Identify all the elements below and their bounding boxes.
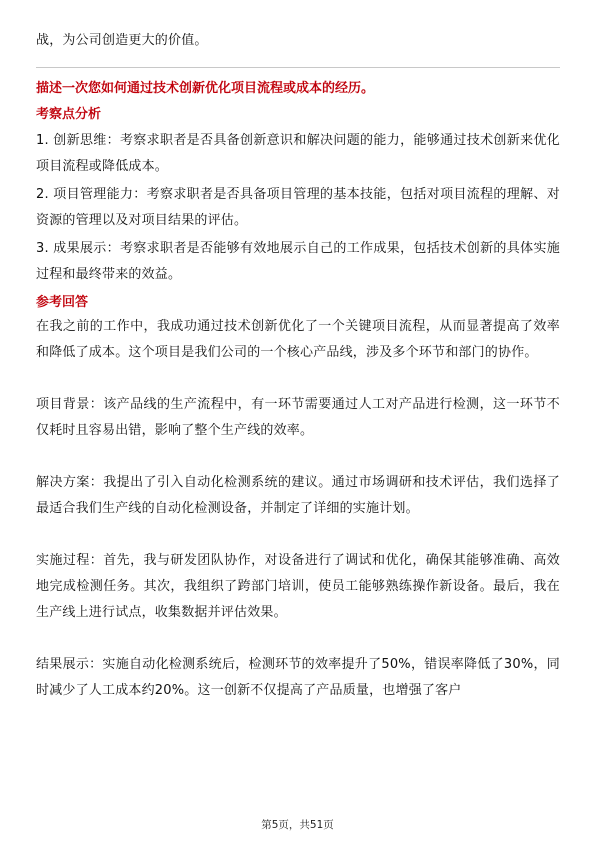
- analysis-point: 3. 成果展示：考察求职者是否能够有效地展示自己的工作成果，包括技术创新的具体实施过程和最终带来的效益。: [36, 241, 560, 282]
- paragraph-gap: [36, 366, 560, 392]
- section-divider: [36, 67, 560, 68]
- page-footer: [0, 817, 595, 832]
- answer-heading: 参考回答: [36, 295, 89, 310]
- paragraph-gap: [36, 626, 560, 652]
- document-page: [36, 30, 560, 704]
- answer-paragraph: 项目背景：该产品线的生产流程中，有一环节需要通过人工对产品进行检测，这一环节不仅耗时且容易出错，影响了整个生产线的效率。: [36, 397, 560, 438]
- answer-paragraph: 解决方案：我提出了引入自动化检测系统的建议。通过市场调研和技术评估，我们选择了最适合我们生产线的自动化检测设备，并制定了详细的实施计划。: [36, 475, 560, 516]
- question-title: 描述一次您如何通过技术创新优化项目流程或成本的经历。: [36, 81, 375, 96]
- paragraph-gap: [36, 444, 560, 470]
- analysis-point: 1. 创新思维：考察求职者是否具备创新意识和解决问题的能力，能够通过技术创新来优化项目流程或降低成本。: [36, 133, 560, 174]
- analysis-heading: 考察点分析: [36, 107, 102, 122]
- answer-paragraph: 结果展示：实施自动化检测系统后，检测环节的效率提升了50%，错误率降低了30%，同时减少了人工成本约20%。这一创新不仅提高了产品质量，也增强了客户: [36, 657, 560, 698]
- page-number-label: 第5页，共51页: [261, 819, 334, 831]
- paragraph-gap: [36, 522, 560, 548]
- intro-tail-text: 战，为公司创造更大的价值。: [36, 33, 208, 48]
- answer-paragraph: 在我之前的工作中，我成功通过技术创新优化了一个关键项目流程，从而显著提高了效率和降低了成本。这个项目是我们公司的一个核心产品线，涉及多个环节和部门的协作。: [36, 319, 560, 360]
- answer-paragraph: 实施过程：首先，我与研发团队协作，对设备进行了调试和优化，确保其能够准确、高效地完成检测任务。其次，我组织了跨部门培训，使员工能够熟练操作新设备。最后，我在生产线上进行试点，收集数据并评估效果。: [36, 553, 560, 620]
- analysis-point: 2. 项目管理能力：考察求职者是否具备项目管理的基本技能，包括对项目流程的理解、对资源的管理以及对项目结果的评估。: [36, 187, 560, 228]
